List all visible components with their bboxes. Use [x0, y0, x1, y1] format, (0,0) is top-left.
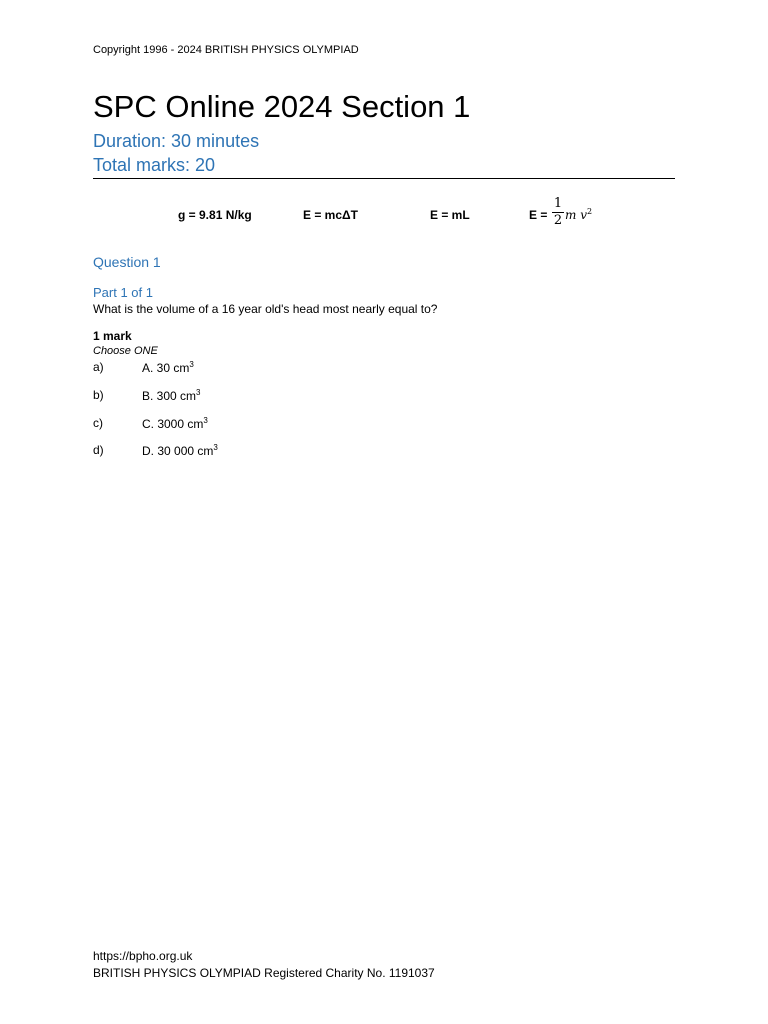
option-unit-exponent: 3	[203, 416, 208, 425]
fraction-denominator: 2	[553, 213, 563, 228]
formula-gravity: g = 9.81 N/kg	[178, 208, 252, 222]
copyright-notice: Copyright 1996 - 2024 BRITISH PHYSICS OLYMPIAD	[93, 44, 359, 56]
option-text-value: A. 30 cm	[142, 361, 190, 375]
option-letter: a)	[93, 360, 104, 374]
page-title: SPC Online 2024 Section 1	[93, 89, 471, 124]
answer-option-a[interactable]	[93, 360, 393, 376]
option-text	[142, 416, 208, 431]
formula-kinetic-variables	[565, 207, 592, 222]
formula-heat: E = mcΔT	[303, 208, 358, 222]
option-text-value: B. 300 cm	[142, 389, 197, 403]
option-letter: d)	[93, 443, 104, 457]
option-text-value: C. 3000 cm	[142, 417, 204, 431]
answer-option-d[interactable]	[93, 443, 393, 459]
question-text: What is the volume of a 16 year old's head most nearly equal to?	[93, 302, 438, 316]
option-letter: b)	[93, 388, 104, 402]
option-unit-exponent: 3	[189, 360, 194, 369]
question-heading: Question 1	[93, 254, 161, 270]
answer-option-c[interactable]	[93, 416, 393, 432]
marks-label: 1 mark	[93, 329, 132, 343]
option-unit-exponent: 3	[213, 443, 218, 452]
header-divider	[93, 178, 675, 179]
formula-kinetic-prefix: E =	[529, 208, 548, 222]
answer-option-b[interactable]	[93, 388, 393, 404]
fraction-numerator: 1	[553, 196, 563, 211]
option-letter: c)	[93, 416, 103, 430]
option-text	[142, 443, 218, 458]
option-text	[142, 360, 194, 375]
footer-charity-notice: BRITISH PHYSICS OLYMPIAD Registered Charity No. 1191037	[93, 966, 435, 980]
choose-instruction: Choose ONE	[93, 345, 158, 357]
option-text-value: D. 30 000 cm	[142, 444, 214, 458]
formula-latent-heat: E = mL	[430, 208, 470, 222]
part-heading: Part 1 of 1	[93, 285, 153, 300]
option-unit-exponent: 3	[196, 388, 201, 397]
total-marks-label: Total marks: 20	[93, 155, 216, 175]
formula-kinetic-fraction	[551, 197, 565, 228]
footer-url[interactable]: https://bpho.org.uk	[93, 949, 193, 963]
document-page	[93, 0, 675, 1024]
kinetic-variables-text: m v	[565, 208, 587, 222]
kinetic-exponent: 2	[586, 207, 593, 216]
option-text	[142, 388, 200, 403]
duration-label: Duration: 30 minutes	[93, 131, 260, 151]
